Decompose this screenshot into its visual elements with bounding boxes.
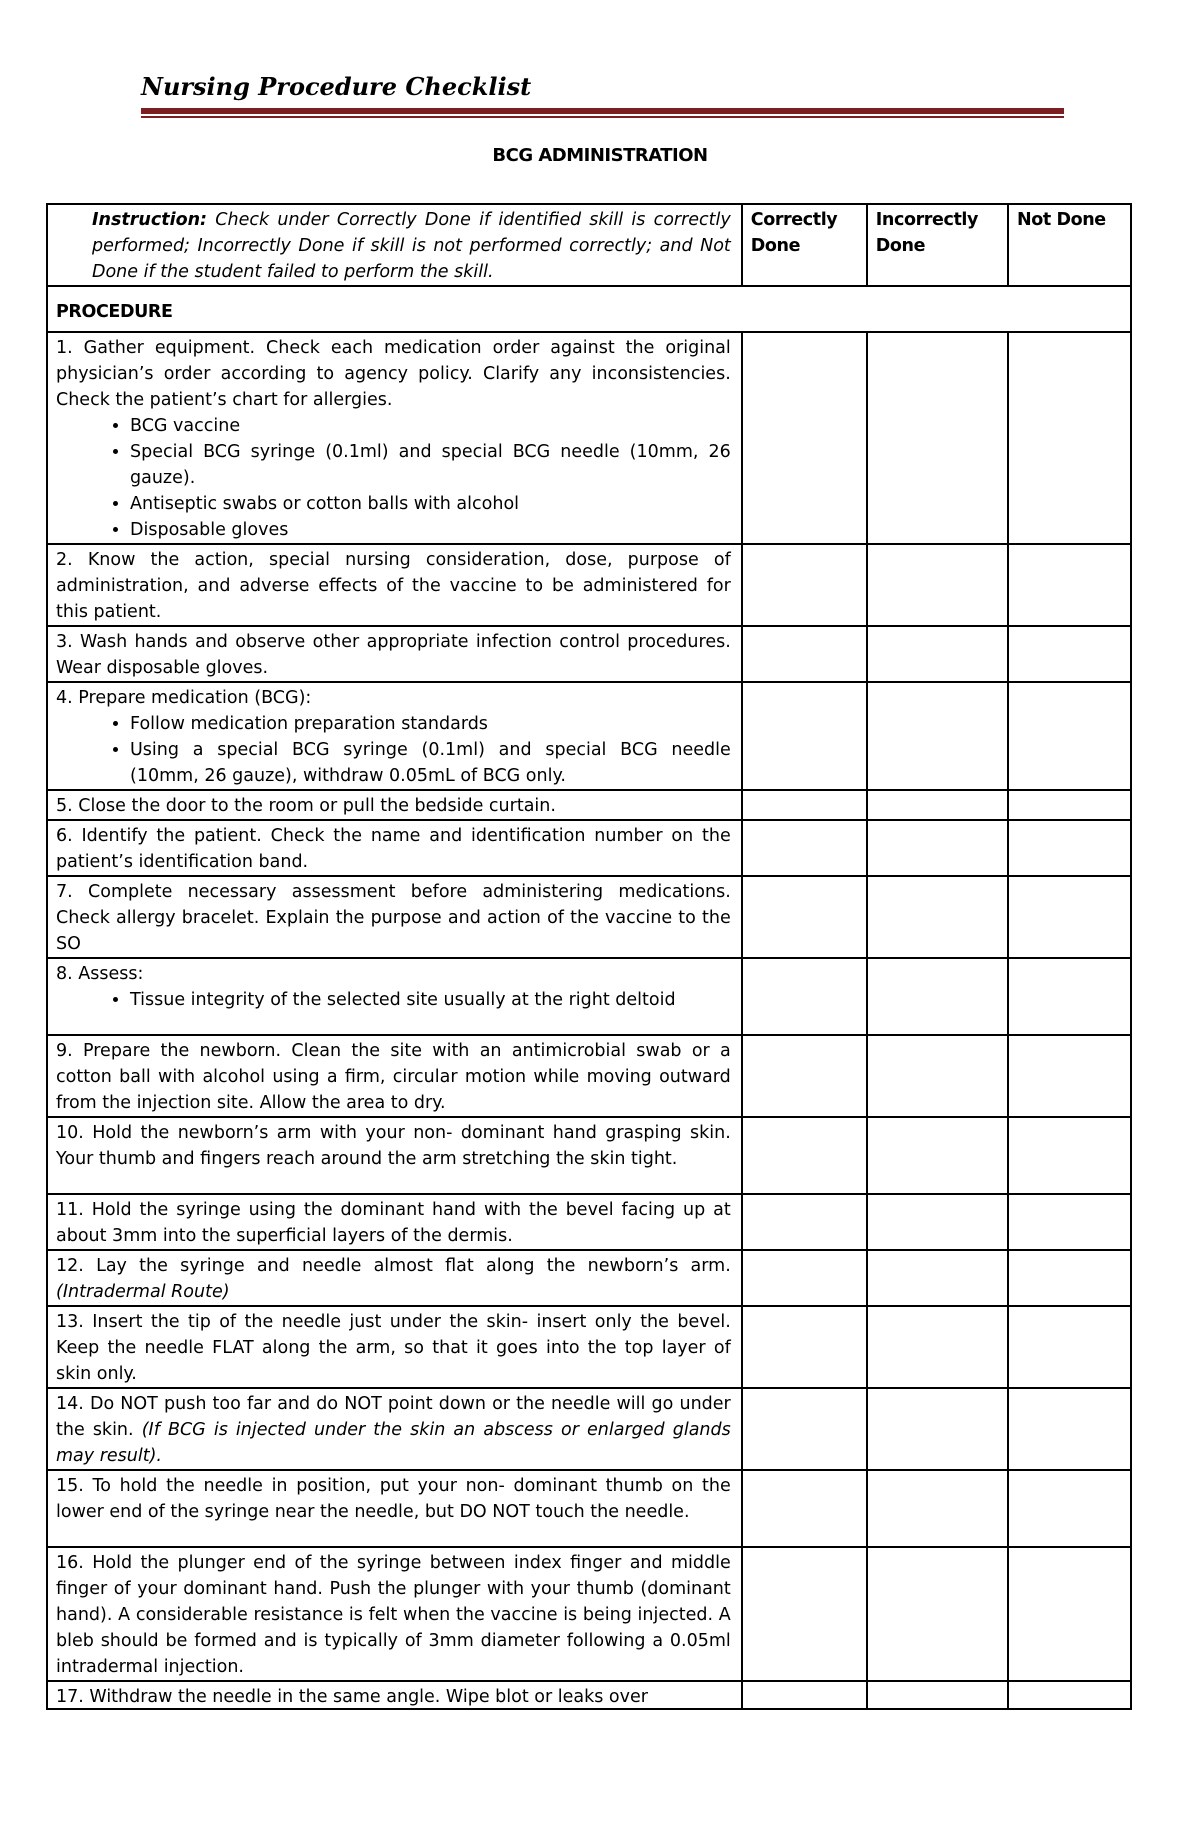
check-cell-correctly-done[interactable] [742,332,867,544]
check-cell-not-done[interactable] [1008,1194,1131,1250]
check-cell-correctly-done[interactable] [742,544,867,626]
step-14-text: 14. Do NOT push too far and do NOT point down or the needle will go under the skin. [56,1394,731,1440]
check-cell-not-done[interactable] [1008,1547,1131,1681]
step-13-text: 13. Insert the tip of the needle just under the skin- insert only the bevel. Keep the needle FLAT along the arm, so that it goes into the top layer of skin only. [47,1306,742,1388]
step-1-text: 1. Gather equipment. Check each medication order against the original physician’s order according to agency policy. Clarify any inconsistencies. Check the patient’s chart for allergies. [56,338,731,410]
check-cell-incorrectly-done[interactable] [867,1681,1008,1709]
list-item: • Follow medication preparation standards [130,711,731,737]
step-11-text: 11. Hold the syringe using the dominant hand with the bevel facing up at about 3mm into the superficial layers of the dermis. [47,1194,742,1250]
check-cell-correctly-done[interactable] [742,1194,867,1250]
step-10-text: 10. Hold the newborn’s arm with your non- dominant hand grasping skin. Your thumb and fingers reach around the arm stretching the skin tight. [47,1117,742,1194]
check-cell-correctly-done[interactable] [742,1388,867,1470]
list-item: • Using a special BCG syringe (0.1ml) and special BCG needle (10mm, 26 gauze), withdraw 0.05mL of BCG only. [130,737,731,789]
step-text [47,1681,742,1709]
step-text [47,958,742,1035]
step-9-text: 9. Prepare the newborn. Clean the site with an antimicrobial swab or a cotton ball with alcohol using a firm, circular motion while moving outward from the injection site. Allow the area to dry. [47,1035,742,1117]
check-cell-incorrectly-done[interactable] [867,1250,1008,1306]
step-8-bullets [56,987,731,1013]
check-cell-incorrectly-done[interactable] [867,1388,1008,1470]
table-row [47,1470,1131,1547]
check-cell-incorrectly-done[interactable] [867,790,1008,820]
procedure-section-label: PROCEDURE [47,286,1131,332]
table-header-row [47,204,1131,286]
check-cell-not-done[interactable] [1008,544,1131,626]
check-cell-incorrectly-done[interactable] [867,876,1008,958]
check-cell-correctly-done[interactable] [742,1306,867,1388]
instruction-text: Check under Correctly Done if identified skill is correctly performed; Incorrectly Done if skill is not performed correctly; and Not Done if the student failed to perform the skill. [92,210,731,282]
check-cell-not-done[interactable] [1008,1681,1131,1709]
table-row [47,1035,1131,1117]
check-cell-correctly-done[interactable] [742,1681,867,1709]
check-cell-not-done[interactable] [1008,876,1131,958]
step-16-text: 16. Hold the plunger end of the syringe between index finger and middle finger of your dominant hand. Push the plunger with your thumb (dominant hand). A considerable resistance is felt when the vaccine is being injected. A bleb should be formed and is typically of 3mm diameter following a 0.05ml intradermal injection. [47,1547,742,1681]
step-text [47,1250,742,1306]
check-cell-incorrectly-done[interactable] [867,1547,1008,1681]
check-cell-not-done[interactable] [1008,820,1131,876]
check-cell-correctly-done[interactable] [742,1035,867,1117]
list-item: • Disposable gloves [130,517,731,543]
list-item: • BCG vaccine [130,413,731,439]
check-cell-correctly-done[interactable] [742,626,867,682]
step-12-text: 12. Lay the syringe and needle almost flat along the newborn’s arm. [56,1256,731,1276]
check-cell-correctly-done[interactable] [742,790,867,820]
list-item: • Antiseptic swabs or cotton balls with alcohol [130,491,731,517]
column-header-not-done: Not Done [1008,204,1131,286]
step-text [47,332,742,544]
check-cell-not-done[interactable] [1008,626,1131,682]
check-cell-incorrectly-done[interactable] [867,1306,1008,1388]
table-row [47,1306,1131,1388]
check-cell-not-done[interactable] [1008,1306,1131,1388]
step-1-bullets [56,413,731,543]
check-cell-incorrectly-done[interactable] [867,1470,1008,1547]
table-row [47,332,1131,544]
check-cell-not-done[interactable] [1008,1250,1131,1306]
table-row [47,958,1131,1035]
table-row [47,626,1131,682]
step-8-text: 8. Assess: [56,964,144,984]
check-cell-not-done[interactable] [1008,1117,1131,1194]
page-header-title: Nursing Procedure Checklist [141,72,532,101]
column-header-incorrectly-done: Incorrectly Done [867,204,1008,286]
table-row [47,682,1131,790]
table-row [47,1388,1131,1470]
table-row [47,1117,1131,1194]
check-cell-correctly-done[interactable] [742,876,867,958]
check-cell-not-done[interactable] [1008,958,1131,1035]
step-14-note: (If BCG is injected under the skin an abscess or enlarged glands may result). [56,1420,731,1466]
table-row [47,1681,1131,1709]
step-7-text: 7. Complete necessary assessment before administering medications. Check allergy bracelet. Explain the purpose and action of the vaccine to the SO [47,876,742,958]
check-cell-correctly-done[interactable] [742,820,867,876]
step-2-text: 2. Know the action, special nursing consideration, dose, purpose of administration, and adverse effects of the vaccine to be administered for this patient. [47,544,742,626]
table-row [47,1194,1131,1250]
instruction-cell [47,204,742,286]
table-row [47,876,1131,958]
check-cell-not-done[interactable] [1008,1035,1131,1117]
check-cell-incorrectly-done[interactable] [867,332,1008,544]
check-cell-incorrectly-done[interactable] [867,1194,1008,1250]
table-row [47,1547,1131,1681]
check-cell-incorrectly-done[interactable] [867,1035,1008,1117]
check-cell-correctly-done[interactable] [742,1117,867,1194]
check-cell-incorrectly-done[interactable] [867,958,1008,1035]
check-cell-not-done[interactable] [1008,332,1131,544]
check-cell-correctly-done[interactable] [742,1470,867,1547]
step-3-text: 3. Wash hands and observe other appropriate infection control procedures. Wear disposable gloves. [47,626,742,682]
table-row [47,544,1131,626]
step-6-text: 6. Identify the patient. Check the name and identification number on the patient’s identification band. [47,820,742,876]
table-row [47,790,1131,820]
step-4-text: 4. Prepare medication (BCG): [56,688,312,708]
step-12-note: (Intradermal Route) [56,1282,230,1302]
step-15-text: 15. To hold the needle in position, put your non- dominant thumb on the lower end of the syringe near the needle, but DO NOT touch the needle. [47,1470,742,1547]
check-cell-not-done[interactable] [1008,682,1131,790]
document-title: BCG ADMINISTRATION [492,145,708,166]
check-cell-incorrectly-done[interactable] [867,626,1008,682]
instruction-lead: Instruction: [92,210,208,230]
check-cell-not-done[interactable] [1008,790,1131,820]
check-cell-incorrectly-done[interactable] [867,820,1008,876]
check-cell-correctly-done[interactable] [742,1547,867,1681]
check-cell-correctly-done[interactable] [742,1250,867,1306]
header-rule-thick [141,108,1064,114]
check-cell-incorrectly-done[interactable] [867,544,1008,626]
check-cell-incorrectly-done[interactable] [867,682,1008,790]
checklist-table [46,203,1132,1710]
check-cell-incorrectly-done[interactable] [867,1117,1008,1194]
check-cell-correctly-done[interactable] [742,682,867,790]
column-header-correctly-done: Correctly Done [742,204,867,286]
step-text [47,1388,742,1470]
step-5-text: 5. Close the door to the room or pull the bedside curtain. [47,790,742,820]
step-17-text: 17. Withdraw the needle in the same angle. Wipe blot or leaks over [56,1687,648,1707]
check-cell-not-done[interactable] [1008,1470,1131,1547]
step-4-bullets [56,711,731,789]
table-row [47,820,1131,876]
procedure-section-row [47,286,1131,332]
header-rule-thin [141,116,1064,118]
table-row [47,1250,1131,1306]
step-text [47,682,742,790]
list-item: • Special BCG syringe (0.1ml) and special BCG needle (10mm, 26 gauze). [130,439,731,491]
check-cell-correctly-done[interactable] [742,958,867,1035]
check-cell-not-done[interactable] [1008,1388,1131,1470]
list-item: • Tissue integrity of the selected site usually at the right deltoid [130,987,731,1013]
